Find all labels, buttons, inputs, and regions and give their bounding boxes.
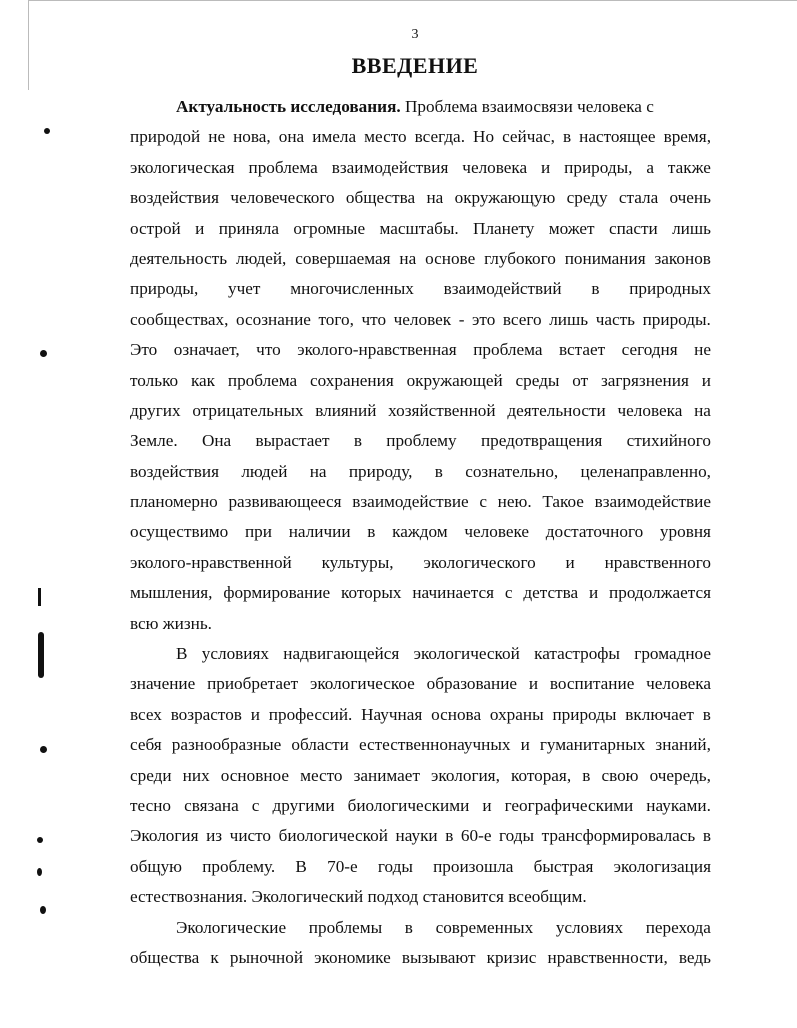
text-line: Экология из чисто биологической науки в 60-е годы трансформировалась в <box>130 826 711 846</box>
text-line: сообществах, осознание того, что человек - это всего лишь часть природы. <box>130 309 711 329</box>
text-line: планомерно развивающееся взаимодействие с нею. Такое взаимодействие <box>130 492 711 512</box>
text-line: всю жизнь. <box>130 613 212 633</box>
text-line: воздействия людей на природу, в сознательно, целенаправленно, <box>130 461 711 481</box>
text-line: Земле. Она вырастает в проблему предотвращения стихийного <box>130 431 711 451</box>
text-line: В условиях надвигающейся экологической катастрофы громадное <box>176 644 711 664</box>
page-title: ВВЕДЕНИЕ <box>351 53 479 78</box>
text-line: всех возрастов и профессий. Научная основа охраны природы включает в <box>130 704 711 724</box>
text-line: природы, учет многочисленных взаимодействий в природных <box>130 279 711 299</box>
text-line-content: Проблема взаимосвязи человека с <box>404 97 654 116</box>
scan-speck <box>40 350 47 357</box>
text-line: осуществимо при наличии в каждом человеке достаточного уровня <box>130 522 711 542</box>
text-line: только как проблема сохранения окружающей среды от загрязнения и <box>130 370 711 390</box>
text-line: общества к рыночной экономике вызывают кризис нравственности, ведь <box>130 947 711 967</box>
text-line: естествознания. Экологический подход становится всеобщим. <box>130 887 587 907</box>
text-line: Это означает, что эколого-нравственная проблема встает сегодня не <box>130 340 711 360</box>
text-line: общую проблему. В 70-е годы произошла быстрая экологизация <box>130 856 711 876</box>
text-line: других отрицательных влияний хозяйственной деятельности человека на <box>130 400 711 420</box>
text-line: значение приобретает экологическое образование и воспитание человека <box>130 674 711 694</box>
scan-speck <box>40 746 47 753</box>
text-line: экологическая проблема взаимодействия человека и природы, а также <box>130 157 711 177</box>
text-line: воздействия человеческого общества на окружающую среду стала очень <box>130 188 711 208</box>
text-line: тесно связана с другими биологическими и географическими науками. <box>130 795 711 815</box>
scan-speck <box>38 588 41 606</box>
scan-speck <box>44 128 50 134</box>
text-line: мышления, формирование которых начинается с детства и продолжается <box>130 583 711 603</box>
text-line: среди них основное место занимает экология, которая, в свою очередь, <box>130 765 711 785</box>
scan-speck <box>38 632 44 678</box>
scan-speck <box>37 837 43 843</box>
document-body <box>130 92 711 973</box>
text-line: острой и приняла огромные масштабы. Планету может спасти лишь <box>130 218 711 238</box>
text-line: эколого-нравственной культуры, экологического и нравственного <box>130 552 711 572</box>
scan-speck <box>40 906 46 914</box>
paragraph-lead: Актуальность исследования. <box>176 97 401 116</box>
scan-speck <box>37 868 42 876</box>
text-line: деятельность людей, совершаемая на основе глубокого понимания законов <box>130 248 711 268</box>
text-line: Экологические проблемы в современных условиях перехода <box>176 917 711 937</box>
page-number: 3 <box>411 27 419 42</box>
scan-edge-top <box>28 0 797 1</box>
text-line: природой не нова, она имела место всегда. Но сейчас, в настоящее время, <box>130 127 711 147</box>
text-line <box>130 92 711 122</box>
text-line: себя разнообразные области естественнонаучных и гуманитарных знаний, <box>130 735 711 755</box>
